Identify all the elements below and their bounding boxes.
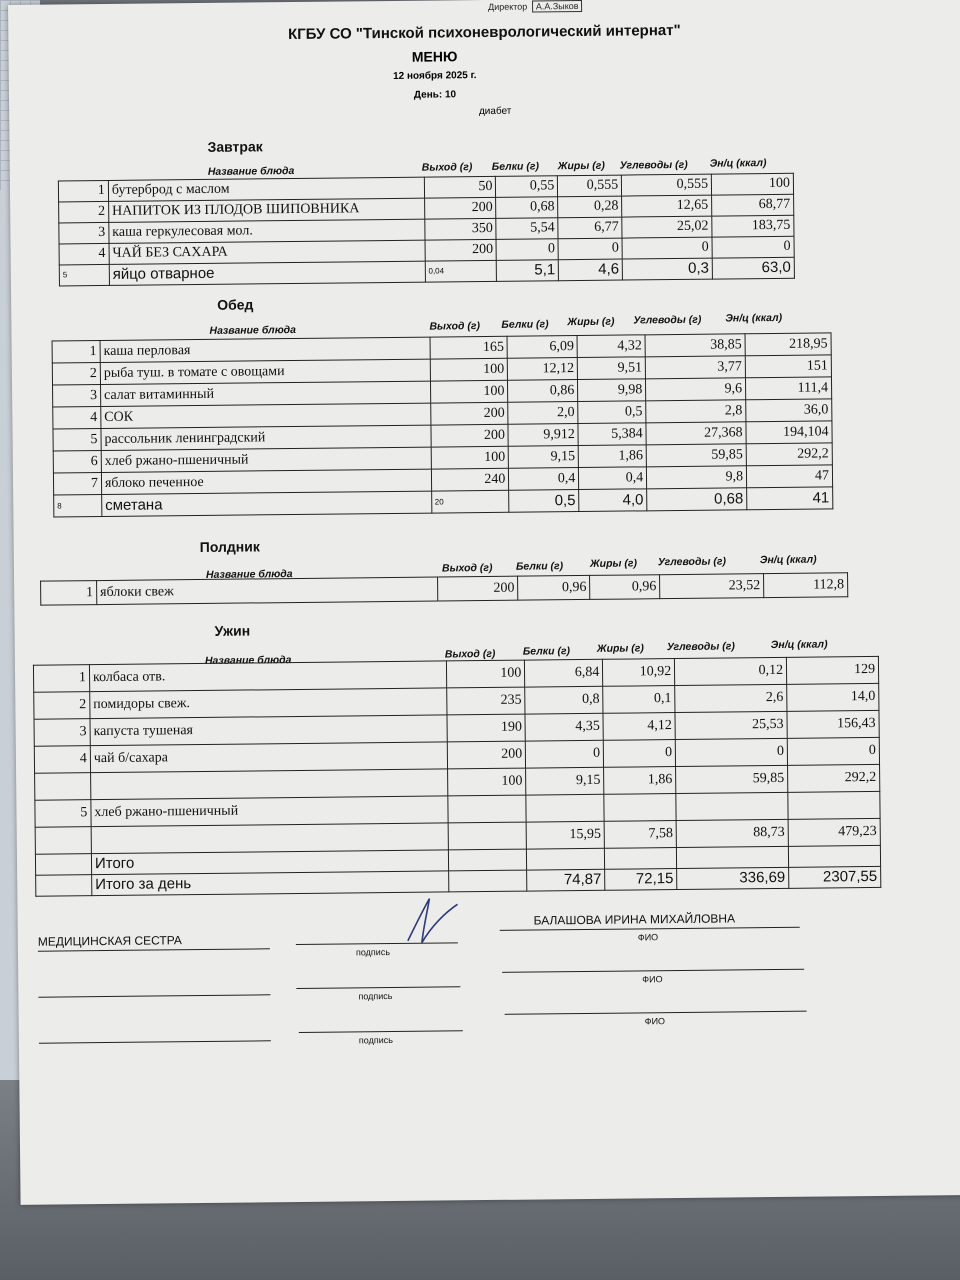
dish-protein: 0 (496, 239, 558, 261)
signature-line (505, 1011, 807, 1015)
row-number: 7 (53, 473, 101, 496)
dish-carbs: 38,85 (645, 334, 745, 357)
dish-name: яблоко печенное (101, 469, 431, 494)
dish-carbs: 23,52 (660, 574, 764, 599)
col-header-carb: Углеводы (г) (666, 640, 735, 654)
dish-fat: 9,51 (578, 357, 646, 380)
dish-name: НАПИТОК ИЗ ПЛОДОВ ШИПОВНИКА (108, 198, 424, 222)
dish-carbs (676, 792, 788, 820)
dish-kcal: 112,8 (764, 573, 848, 598)
dish-fat: 0 (558, 238, 622, 260)
signature-line (296, 986, 460, 989)
dish-kcal: 194,104 (746, 421, 832, 444)
dish-output (448, 795, 526, 823)
dish-output: 200 (430, 424, 508, 447)
dish-carbs: 88,73 (676, 819, 788, 847)
dish-carbs: 0,3 (623, 258, 713, 280)
dish-name: капуста тушеная (90, 715, 448, 746)
snack-table (40, 572, 848, 605)
dish-output: 235 (447, 687, 525, 715)
snack-title: Полдник (199, 538, 260, 556)
dish-carbs: 0,555 (622, 174, 712, 196)
col-header-carb: Углеводы (г) (633, 313, 702, 327)
dish-protein: 9,15 (509, 446, 579, 469)
diet-type: диабет (478, 105, 512, 118)
dish-kcal: 63,0 (712, 257, 794, 279)
director-label: Директор (488, 1, 528, 12)
dish-carbs: 25,02 (622, 216, 712, 238)
col-header-carb: Углеводы (г) (657, 555, 726, 569)
dish-output: 100 (447, 660, 525, 688)
dish-name (90, 769, 448, 800)
row-number: 6 (53, 451, 101, 474)
dish-output: 200 (425, 239, 497, 261)
dish-fat: 0,5 (578, 401, 646, 424)
dish-name: сметана (102, 491, 432, 516)
dish-fat: 10,92 (603, 659, 675, 687)
dish-carbs: 12,65 (622, 195, 712, 217)
dish-protein: 0,8 (525, 686, 603, 714)
dish-fat: 0,555 (558, 175, 622, 197)
sign-label: подпись (355, 947, 391, 958)
dinner-table (33, 656, 881, 897)
row-number: 3 (34, 719, 90, 747)
dish-name: яйцо отварное (109, 261, 425, 285)
row-number: 4 (59, 243, 109, 265)
dish-output: 50 (424, 176, 496, 198)
menu-document (8, 0, 960, 1205)
dish-carbs: 27,368 (646, 422, 746, 445)
dish-name: колбаса отв. (89, 661, 447, 692)
sign-label: подпись (358, 1035, 393, 1046)
dish-kcal: 111,4 (746, 377, 832, 400)
dish-output: 165 (430, 336, 508, 359)
col-header-kcal: Эн/ц (ккал) (725, 311, 783, 325)
dish-carbs: 25,53 (675, 711, 787, 739)
col-header-name: Название блюда (205, 568, 293, 581)
dish-protein: 0,86 (508, 380, 578, 403)
dish-name: рыба туш. в томате с овощами (100, 359, 430, 384)
dish-fat: 5,384 (578, 423, 646, 446)
day-total-prot: 74,87 (527, 869, 605, 891)
dish-output: 100 (431, 446, 509, 469)
dish-fat: 4,0 (579, 489, 647, 512)
dinner-title: Ужин (214, 622, 251, 639)
dish-protein: 5,1 (497, 260, 559, 282)
menu-day: День: 10 (413, 89, 457, 101)
lunch-title: Обед (217, 296, 254, 313)
dish-kcal: 479,23 (788, 818, 880, 846)
row-number: 1 (41, 581, 97, 606)
dish-name: хлеб ржано-пшеничный (91, 796, 449, 827)
dish-protein: 2,0 (508, 402, 578, 425)
dish-fat: 1,86 (578, 445, 646, 468)
breakfast-title: Завтрак (207, 138, 263, 155)
dish-kcal: 292,2 (746, 443, 832, 466)
dish-fat: 6,77 (558, 217, 622, 239)
signature-role: МЕДИЦИНСКАЯ СЕСТРА (37, 933, 182, 949)
dish-kcal: 218,95 (745, 333, 831, 356)
dish-carbs: 2,6 (675, 684, 787, 712)
signature-name: БАЛАШОВА ИРИНА МИХАЙЛОВНА (533, 911, 736, 928)
dish-fat: 0 (603, 740, 675, 768)
col-header-prot: Белки (г) (515, 560, 564, 573)
fio-label: ФИО (644, 1016, 666, 1027)
dish-fat: 4,12 (603, 713, 675, 741)
dish-protein: 0,4 (509, 468, 579, 491)
dish-fat: 7,58 (604, 821, 676, 849)
dish-protein: 0,96 (518, 575, 590, 600)
dish-output: 200 (430, 402, 508, 425)
breakfast-table (58, 173, 795, 287)
dish-fat: 9,98 (578, 379, 646, 402)
row-number (35, 773, 91, 801)
col-header-carb: Углеводы (г) (619, 158, 688, 172)
dish-name: яблоки свеж (96, 577, 438, 605)
col-header-out: Выход (г) (429, 320, 481, 333)
row-number: 8 (54, 495, 102, 518)
dish-output: 200 (448, 741, 526, 769)
dish-name: салат витаминный (100, 381, 430, 406)
col-header-fat: Жиры (г) (596, 642, 644, 655)
fio-label: ФИО (642, 974, 663, 985)
dish-kcal: 100 (711, 173, 793, 195)
dish-name: каша геркулесовая мол. (109, 219, 425, 243)
dish-kcal: 129 (786, 656, 878, 684)
dish-kcal: 183,75 (712, 215, 794, 237)
dish-output: 100 (448, 768, 526, 796)
dish-kcal (788, 791, 880, 819)
lunch-table (52, 332, 834, 517)
dish-fat: 0,28 (558, 196, 622, 218)
dish-protein: 6,09 (507, 336, 577, 359)
dish-carbs: 9,8 (647, 466, 747, 489)
col-header-name: Название блюда (207, 164, 295, 178)
row-number: 1 (58, 180, 108, 202)
dish-carbs: 2,8 (646, 400, 746, 423)
dish-kcal: 0 (712, 236, 794, 258)
dish-carbs: 59,85 (676, 765, 788, 793)
dish-fat: 0,4 (579, 467, 647, 490)
dish-name: чай б/сахара (90, 742, 448, 773)
row-number (35, 827, 91, 855)
col-header-name: Название блюда (204, 654, 292, 667)
row-number: 4 (34, 746, 90, 774)
signature-line (39, 1040, 271, 1043)
dish-protein: 6,84 (525, 659, 603, 687)
dish-output: 100 (430, 358, 508, 381)
dish-carbs: 0 (622, 237, 712, 259)
row-number: 2 (52, 363, 100, 386)
dish-output: 200 (438, 576, 518, 601)
row-number: 1 (33, 665, 89, 693)
dish-name: хлеб ржано-пшеничный (101, 447, 431, 472)
row-number: 5 (35, 800, 91, 828)
dish-output: 190 (447, 714, 525, 742)
dish-fat: 4,32 (577, 335, 645, 358)
dish-output: 0,04 (425, 260, 497, 282)
signature-line (502, 969, 804, 973)
col-header-out: Выход (г) (421, 161, 473, 174)
sign-label: подпись (358, 991, 393, 1002)
director-name: А.А.Зыков (532, 0, 583, 12)
dish-output (449, 822, 527, 850)
col-header-fat: Жиры (г) (589, 557, 638, 570)
signature-line (38, 948, 270, 951)
menu-date: 12 ноября 2025 г. (392, 70, 477, 82)
dish-protein: 15,95 (526, 821, 604, 849)
col-header-kcal: Эн/ц (ккал) (770, 638, 828, 652)
row-number: 3 (53, 385, 101, 408)
dish-fat: 4,6 (559, 259, 623, 281)
dish-carbs: 3,77 (645, 356, 745, 379)
dish-name: ЧАЙ БЕЗ САХАРА (109, 240, 425, 264)
page-title: МЕНЮ (411, 48, 458, 65)
dish-protein: 5,54 (496, 218, 558, 240)
dish-fat: 0,1 (603, 686, 675, 714)
row-number: 2 (59, 201, 109, 223)
dish-kcal: 14,0 (787, 683, 879, 711)
director-line (488, 1, 583, 12)
dish-output: 200 (424, 197, 496, 219)
dish-name: помидоры свеж. (90, 688, 448, 719)
row-number: 2 (34, 692, 90, 720)
dish-kcal: 47 (746, 465, 832, 488)
dish-protein: 0,55 (496, 176, 558, 198)
dish-protein: 0,68 (496, 197, 558, 219)
dish-kcal: 68,77 (712, 194, 794, 216)
dish-output: 20 (431, 490, 509, 513)
dish-protein (526, 794, 604, 822)
col-header-name: Название блюда (209, 323, 297, 337)
total-label: Итого (91, 850, 449, 875)
dish-kcal: 151 (745, 355, 831, 378)
day-total-kcal: 2307,55 (789, 866, 881, 888)
row-number: 3 (59, 222, 109, 244)
dish-name (91, 823, 449, 854)
col-header-fat: Жиры (г) (567, 315, 615, 329)
dish-kcal: 156,43 (787, 710, 879, 738)
dish-protein: 9,15 (526, 767, 604, 795)
dish-output: 100 (430, 380, 508, 403)
row-number: 5 (53, 429, 101, 452)
day-total-label: Итого за день (92, 871, 450, 896)
col-header-out: Выход (г) (444, 647, 496, 661)
dish-protein: 4,35 (525, 713, 603, 741)
dish-protein: 0 (526, 740, 604, 768)
col-header-prot: Белки (г) (522, 645, 571, 658)
fio-label: ФИО (637, 932, 659, 943)
dish-carbs: 0,68 (647, 488, 747, 511)
dish-kcal: 41 (747, 487, 833, 510)
col-header-out: Выход (г) (441, 561, 493, 575)
dish-fat: 1,86 (604, 767, 676, 795)
day-total-fat: 72,15 (605, 869, 677, 891)
dish-kcal: 36,0 (746, 399, 832, 422)
signature-line (38, 994, 270, 997)
day-total-carb: 336,69 (677, 867, 789, 889)
dish-protein: 0,5 (509, 490, 579, 513)
table-row (41, 573, 848, 605)
dish-name: СОК (101, 403, 431, 428)
col-header-kcal: Эн/ц (ккал) (709, 157, 767, 170)
dish-protein: 9,912 (508, 424, 578, 447)
signature-line (299, 1030, 463, 1033)
dish-carbs: 59,85 (646, 444, 746, 467)
dish-carbs: 0,12 (675, 657, 787, 685)
dish-kcal: 292,2 (788, 764, 880, 792)
dish-protein: 12,12 (508, 358, 578, 381)
row-number: 5 (59, 264, 109, 286)
col-header-prot: Белки (г) (491, 160, 539, 173)
col-header-prot: Белки (г) (501, 318, 549, 331)
organization-title: КГБУ СО "Тинской психоневрологический интернат" (287, 21, 681, 44)
row-number: 4 (53, 407, 101, 430)
dish-kcal: 0 (787, 737, 879, 765)
dish-name: бутерброд с маслом (108, 177, 424, 201)
dish-carbs: 9,6 (646, 378, 746, 401)
row-number: 1 (52, 341, 100, 364)
col-header-fat: Жиры (г) (557, 159, 605, 173)
col-header-kcal: Эн/ц (ккал) (759, 553, 817, 567)
dish-output: 240 (431, 468, 509, 491)
dish-fat: 0,96 (590, 575, 660, 600)
dish-carbs: 0 (675, 738, 787, 766)
dish-output: 350 (424, 218, 496, 240)
dish-name: каша перловая (100, 337, 430, 362)
dish-fat (604, 794, 676, 822)
dish-name: рассольник ленинградский (101, 425, 431, 450)
